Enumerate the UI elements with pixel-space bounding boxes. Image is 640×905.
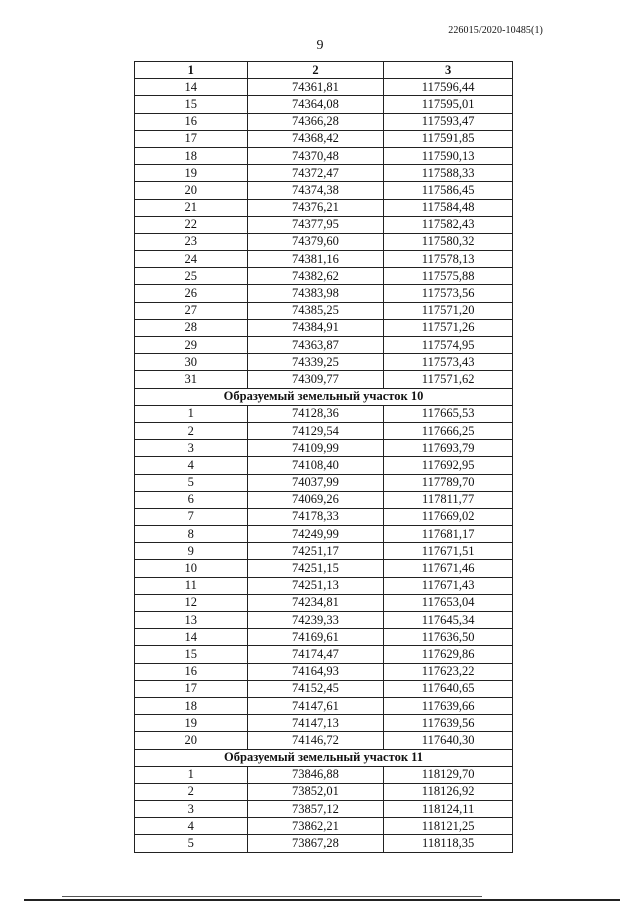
coordinate-x: 74384,91	[247, 319, 384, 336]
coordinate-x: 74370,48	[247, 147, 384, 164]
point-number: 20	[135, 182, 248, 199]
point-number: 1	[135, 766, 248, 783]
table-row	[135, 697, 513, 714]
table-row	[135, 147, 513, 164]
table-row	[135, 422, 513, 439]
coordinate-y: 117584,48	[384, 199, 513, 216]
point-number: 15	[135, 646, 248, 663]
point-number: 16	[135, 113, 248, 130]
table-row	[135, 594, 513, 611]
table-row	[135, 216, 513, 233]
coordinate-x: 74381,16	[247, 251, 384, 268]
point-number: 12	[135, 594, 248, 611]
coordinate-y: 117640,65	[384, 680, 513, 697]
point-number: 5	[135, 835, 248, 852]
table-row	[135, 543, 513, 560]
point-number: 4	[135, 818, 248, 835]
coordinate-y: 117645,34	[384, 612, 513, 629]
coordinate-x: 74383,98	[247, 285, 384, 302]
coordinate-x: 74164,93	[247, 663, 384, 680]
coordinate-y: 117653,04	[384, 594, 513, 611]
point-number: 20	[135, 732, 248, 749]
point-number: 1	[135, 405, 248, 422]
point-number: 31	[135, 371, 248, 388]
coordinates-table	[134, 61, 513, 853]
table-row	[135, 251, 513, 268]
table-row	[135, 79, 513, 96]
point-number: 6	[135, 491, 248, 508]
table-row	[135, 783, 513, 800]
table-row	[135, 612, 513, 629]
coordinate-y: 117639,56	[384, 715, 513, 732]
coordinate-x: 73852,01	[247, 783, 384, 800]
coordinate-y: 117593,47	[384, 113, 513, 130]
coordinate-x: 74109,99	[247, 440, 384, 457]
coordinate-x: 74239,33	[247, 612, 384, 629]
table-row	[135, 663, 513, 680]
coordinate-x: 74108,40	[247, 457, 384, 474]
coordinate-y: 118118,35	[384, 835, 513, 852]
table-header-row	[135, 62, 513, 79]
section-title: Образуемый земельный участок 11	[135, 749, 513, 766]
point-number: 17	[135, 680, 248, 697]
coordinate-x: 74069,26	[247, 491, 384, 508]
table-row	[135, 371, 513, 388]
coordinate-y: 117671,51	[384, 543, 513, 560]
table-row	[135, 508, 513, 525]
table-row	[135, 577, 513, 594]
coordinate-x: 74234,81	[247, 594, 384, 611]
point-number: 28	[135, 319, 248, 336]
point-number: 2	[135, 422, 248, 439]
column-header: 1	[135, 62, 248, 79]
coordinate-y: 117693,79	[384, 440, 513, 457]
coordinate-x: 74339,25	[247, 354, 384, 371]
coordinate-y: 117636,50	[384, 629, 513, 646]
coordinate-x: 73857,12	[247, 801, 384, 818]
table-row	[135, 182, 513, 199]
table-row	[135, 457, 513, 474]
point-number: 18	[135, 697, 248, 714]
coordinate-y: 117596,44	[384, 79, 513, 96]
table-row	[135, 629, 513, 646]
table-row	[135, 405, 513, 422]
coordinate-y: 118124,11	[384, 801, 513, 818]
coordinate-x: 74379,60	[247, 233, 384, 250]
document-number: 226015/2020-10485(1)	[448, 25, 543, 36]
coordinate-x: 74251,13	[247, 577, 384, 594]
point-number: 30	[135, 354, 248, 371]
coordinate-x: 74364,08	[247, 96, 384, 113]
coordinate-y: 118121,25	[384, 818, 513, 835]
point-number: 2	[135, 783, 248, 800]
coordinate-x: 74178,33	[247, 508, 384, 525]
coordinate-y: 117578,13	[384, 251, 513, 268]
coordinate-y: 117811,77	[384, 491, 513, 508]
coordinate-x: 74363,87	[247, 337, 384, 354]
coordinate-y: 117669,02	[384, 508, 513, 525]
table-row	[135, 680, 513, 697]
table-row	[135, 337, 513, 354]
coordinate-y: 117671,46	[384, 560, 513, 577]
coordinate-x: 74249,99	[247, 526, 384, 543]
coordinate-x: 74174,47	[247, 646, 384, 663]
coordinate-x: 73862,21	[247, 818, 384, 835]
coordinate-x: 73846,88	[247, 766, 384, 783]
point-number: 13	[135, 612, 248, 629]
table-row	[135, 233, 513, 250]
table-row	[135, 319, 513, 336]
coordinate-x: 74251,17	[247, 543, 384, 560]
point-number: 7	[135, 508, 248, 525]
point-number: 24	[135, 251, 248, 268]
coordinate-y: 117595,01	[384, 96, 513, 113]
coordinate-y: 117681,17	[384, 526, 513, 543]
coordinate-x: 74374,38	[247, 182, 384, 199]
coordinate-y: 117665,53	[384, 405, 513, 422]
section-title: Образуемый земельный участок 10	[135, 388, 513, 405]
page-number: 9	[316, 38, 324, 53]
coordinate-y: 117590,13	[384, 147, 513, 164]
section-title-row	[135, 388, 513, 405]
point-number: 11	[135, 577, 248, 594]
coordinate-y: 117671,43	[384, 577, 513, 594]
table-row	[135, 491, 513, 508]
point-number: 3	[135, 801, 248, 818]
coordinate-y: 117575,88	[384, 268, 513, 285]
point-number: 14	[135, 629, 248, 646]
table-row	[135, 801, 513, 818]
footer-rule	[62, 896, 482, 897]
coordinate-x: 74361,81	[247, 79, 384, 96]
table-row	[135, 113, 513, 130]
coordinate-y: 117574,95	[384, 337, 513, 354]
coordinate-x: 73867,28	[247, 835, 384, 852]
coordinate-x: 74146,72	[247, 732, 384, 749]
coordinate-x: 74251,15	[247, 560, 384, 577]
point-number: 10	[135, 560, 248, 577]
table-row	[135, 818, 513, 835]
point-number: 18	[135, 147, 248, 164]
coordinate-x: 74169,61	[247, 629, 384, 646]
table-row	[135, 835, 513, 852]
coordinate-x: 74037,99	[247, 474, 384, 491]
coordinate-y: 117573,43	[384, 354, 513, 371]
point-number: 17	[135, 130, 248, 147]
coordinate-y: 117639,66	[384, 697, 513, 714]
table-row	[135, 474, 513, 491]
point-number: 27	[135, 302, 248, 319]
table-row	[135, 732, 513, 749]
coordinate-y: 117580,32	[384, 233, 513, 250]
coordinate-x: 74385,25	[247, 302, 384, 319]
table-row	[135, 354, 513, 371]
coordinate-y: 117571,26	[384, 319, 513, 336]
table-body	[135, 79, 513, 852]
table-row	[135, 165, 513, 182]
coordinate-y: 117629,86	[384, 646, 513, 663]
coordinate-x: 74382,62	[247, 268, 384, 285]
point-number: 21	[135, 199, 248, 216]
coordinate-x: 74368,42	[247, 130, 384, 147]
coordinate-x: 74152,45	[247, 680, 384, 697]
coordinate-y: 117591,85	[384, 130, 513, 147]
coordinate-y: 117789,70	[384, 474, 513, 491]
coordinate-y: 117571,20	[384, 302, 513, 319]
coordinate-y: 117588,33	[384, 165, 513, 182]
point-number: 16	[135, 663, 248, 680]
point-number: 23	[135, 233, 248, 250]
coordinate-x: 74376,21	[247, 199, 384, 216]
coordinate-y: 117582,43	[384, 216, 513, 233]
footer-rule	[24, 899, 620, 901]
coordinate-x: 74129,54	[247, 422, 384, 439]
point-number: 19	[135, 165, 248, 182]
point-number: 5	[135, 474, 248, 491]
coordinate-x: 74147,61	[247, 697, 384, 714]
table-row	[135, 646, 513, 663]
coordinate-y: 117640,30	[384, 732, 513, 749]
point-number: 29	[135, 337, 248, 354]
table-row	[135, 715, 513, 732]
table-row	[135, 199, 513, 216]
section-title-row	[135, 749, 513, 766]
coordinate-x: 74366,28	[247, 113, 384, 130]
coordinate-y: 117666,25	[384, 422, 513, 439]
table-row	[135, 526, 513, 543]
point-number: 15	[135, 96, 248, 113]
point-number: 19	[135, 715, 248, 732]
table-row	[135, 96, 513, 113]
point-number: 3	[135, 440, 248, 457]
column-header: 3	[384, 62, 513, 79]
table-row	[135, 285, 513, 302]
coordinate-y: 118129,70	[384, 766, 513, 783]
coordinate-y: 117586,45	[384, 182, 513, 199]
coordinate-x: 74128,36	[247, 405, 384, 422]
point-number: 4	[135, 457, 248, 474]
coordinate-y: 117573,56	[384, 285, 513, 302]
coordinate-x: 74147,13	[247, 715, 384, 732]
table-row	[135, 560, 513, 577]
coordinate-x: 74309,77	[247, 371, 384, 388]
table-row	[135, 766, 513, 783]
coordinate-y: 117623,22	[384, 663, 513, 680]
coordinate-x: 74377,95	[247, 216, 384, 233]
point-number: 14	[135, 79, 248, 96]
point-number: 25	[135, 268, 248, 285]
point-number: 26	[135, 285, 248, 302]
coordinate-y: 118126,92	[384, 783, 513, 800]
point-number: 8	[135, 526, 248, 543]
table-row	[135, 130, 513, 147]
table-row	[135, 302, 513, 319]
table-row	[135, 268, 513, 285]
point-number: 9	[135, 543, 248, 560]
coordinate-y: 117571,62	[384, 371, 513, 388]
coordinate-y: 117692,95	[384, 457, 513, 474]
column-header: 2	[247, 62, 384, 79]
table-row	[135, 440, 513, 457]
point-number: 22	[135, 216, 248, 233]
coordinate-x: 74372,47	[247, 165, 384, 182]
